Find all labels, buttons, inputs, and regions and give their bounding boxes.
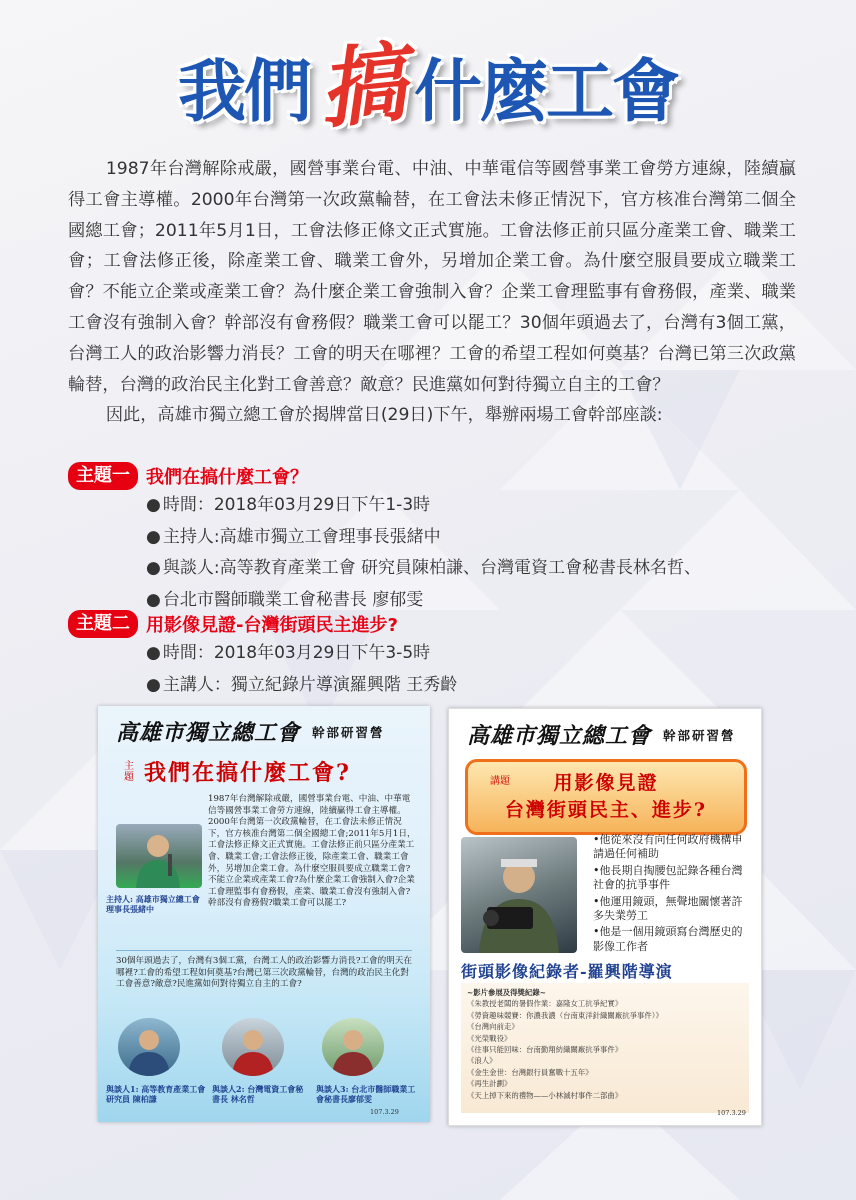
topic-2-header [68,610,398,638]
topic-1-panel: ● 與談人:高等教育產業工會 研究員陳柏謙、台灣電資工會秘書長林名哲、 [146,553,701,585]
guest-3-photo [322,1018,384,1076]
topic-2-title: 用影像見證-台灣街頭民主進步? [146,615,398,636]
poster-2-org: 高雄市獨立總工會 [467,723,652,749]
topic-1-title: 我們在搞什麼工會？ [146,467,308,488]
title-part2: 什麼工會 [414,53,679,132]
poster-2-camp: 幹部研習營 [663,727,736,743]
poster-1-date: 107.3.29 [370,1108,399,1116]
poster-1-camp: 幹部研習營 [312,724,385,740]
topic-1-details [146,490,701,616]
intro-paragraph-1: 1987年台灣解除戒嚴，國營事業台電、中油、中華電信等國營事業工會勞方連線，陸續贏得工會主導權。2000年台灣第一次政黨輪替，在工會法未修正情況下，官方核准台灣第二個全國總工會；2011年5月1日，工會法修正條文正式實施。工會法修正前只區分產業工會、職業工會；工會法修正後，除產業工會、職業工會外，另增加企業工會。為什麼空服員要成立職業工會？不能立企業或產業工會？為什麼企業工會強制入會？企業工會理監事有會務假，產業、職業工會沒有強制入會？幹部沒有會務假？職業工會可以罷工？30個年頭過去了，台灣有3個工黨，台灣工人的政治影響力消長？工會的明天在哪裡？工會的希望工程如何奠基？台灣已第三次政黨輪替，台灣的政治民主化對工會善意？敵意？民進黨如何對待獨立自主的工會？ [68,159,796,395]
film-item: 《天上掉下來的禮物——小林滅村事件二部曲》 [467,1090,623,1100]
poster-topic-1 [98,706,430,1122]
poster-1-topic-title: 我們在搞什麼工會? [144,760,351,786]
topic-2-badge: 主題二 [68,610,138,638]
page-title [0,32,856,148]
poster-2-header [449,709,761,750]
poster-topic-2 [448,708,762,1126]
bio-item: •他運用鏡頭，無聲地關懷著許多失業勞工 [593,894,743,923]
host-photo [116,824,202,888]
poster-2-line-2: 台灣街頭民主、進步? [504,799,708,821]
guest-1-caption: 與談人1: 高等教育產業工會研究員 陳柏謙 [106,1084,206,1104]
film-item: 《浪人》 [467,1056,497,1066]
poster-1-topic [124,756,351,787]
bio-item: •他從來沒有向任何政府機構申請過任何補助 [593,833,743,861]
guest-2-photo [222,1018,284,1076]
poster-1-body-2: 30個年頭過去了，台灣有3個工黨，台灣工人的政治影響力消長?工會的明天在哪裡?工會的希望工程如何奠基?台灣已第三次政黨輪替，台灣的政治民主化對工會善意?敵意?民進黨如何對待獨立自主的工會? [116,956,413,990]
poster-2-date: 107.3.29 [717,1109,746,1117]
poster-2-subtitle: 街頭影像紀錄者-羅興階導演 [461,962,673,981]
intro-text [68,154,796,431]
topic-1-time: ● 時間：2018年03月29日下午1-3時 [146,490,701,522]
poster-1-header [98,706,430,747]
film-item: 《再生計劃》 [467,1079,512,1089]
topic-1-header [68,462,308,490]
title-accent: 搞 [314,32,409,142]
topic-2-details [146,638,457,701]
title-part1: 我們 [177,53,310,132]
director-bio-list [593,833,753,956]
intro-paragraph-2: 因此，高雄市獨立總工會於揭牌當日(29日)下午，舉辦兩場工會幹部座談: [105,405,663,426]
guest-3-caption: 與談人3: 台北市醫師職業工會秘書長廖郁雯 [316,1084,416,1104]
director-photo [461,837,577,953]
film-item: 《台灣向前走》 [467,1022,519,1032]
guest-2-caption: 與談人2: 台灣電資工會秘書長 林名哲 [212,1084,304,1104]
film-item: 《光榮戰役》 [467,1033,512,1043]
poster-1-topic-small: 主題 [124,760,134,783]
poster-2-line-1: 用影像見證 [553,772,659,794]
film-item: 《往事只能回味：台南勤翔紡織關廠抗爭事件》 [467,1045,623,1055]
topic-1-panel-2: ● 台北市醫師職業工會秘書長 廖郁雯 [146,585,701,617]
film-list [461,983,749,1113]
poster-1-org: 高雄市獨立總工會 [116,720,301,746]
bio-item: •他是一個用鏡頭寫台灣歷史的影像工作者 [593,925,743,953]
film-item: 《金生金世：台灣銀行員奮戰十五年》 [467,1067,593,1077]
topic-2-time: ● 時間：2018年03月29日下午3-5時 [146,638,457,670]
poster-2-topic-small: 講題 [490,776,510,787]
guest-1-photo [118,1018,180,1076]
poster-1-body-1: 1987年台灣解除戒嚴，國營事業台電、中油、中華電信等國營事業工會勞方連線，陸續贏得工會主導權。2000年台灣第一次政黨輪替，在工會法未修正情況下，官方核准台灣第二個全國總工會;2011年5月1日，工會法修正條文正式實施。工會法修正前只區分產業工會、職業工會;工會法修正後，除產業工會、職業工會外，另增加企業工會。為什麼空服員要成立職業工會?不能立企業或產業工會?為什麼企業工會強制入會?企業工會理監事有會務假，產業、職業工會沒有強制入會?幹部沒有會務假?職業工會可以罷工? [208,794,416,909]
bio-item: •他長期自掏腰包記錄各種台灣社會的抗爭事件 [593,863,743,892]
topic-2-speaker: ● 主講人：獨立紀錄片導演羅興階 王秀齡 [146,670,457,702]
film-list-heading: ~影片參展及得獎紀錄~ [467,988,546,997]
poster-2-banner [465,759,747,835]
poster-1-divider [116,950,412,951]
film-item: 《朱教授老闆的暑假作業：嘉隆女工抗爭紀實》 [467,999,623,1009]
topic-1-host: ● 主持人:高雄市獨立工會理事長張緒中 [146,522,701,554]
topic-1-badge: 主題一 [68,462,138,490]
host-caption: 主持人: 高雄市獨立總工會理事長張緒中 [106,894,200,914]
film-item: 《勞資趣味競賽：你濃我濃（台南東洋針織關廠抗爭事件）》 [467,1010,663,1020]
